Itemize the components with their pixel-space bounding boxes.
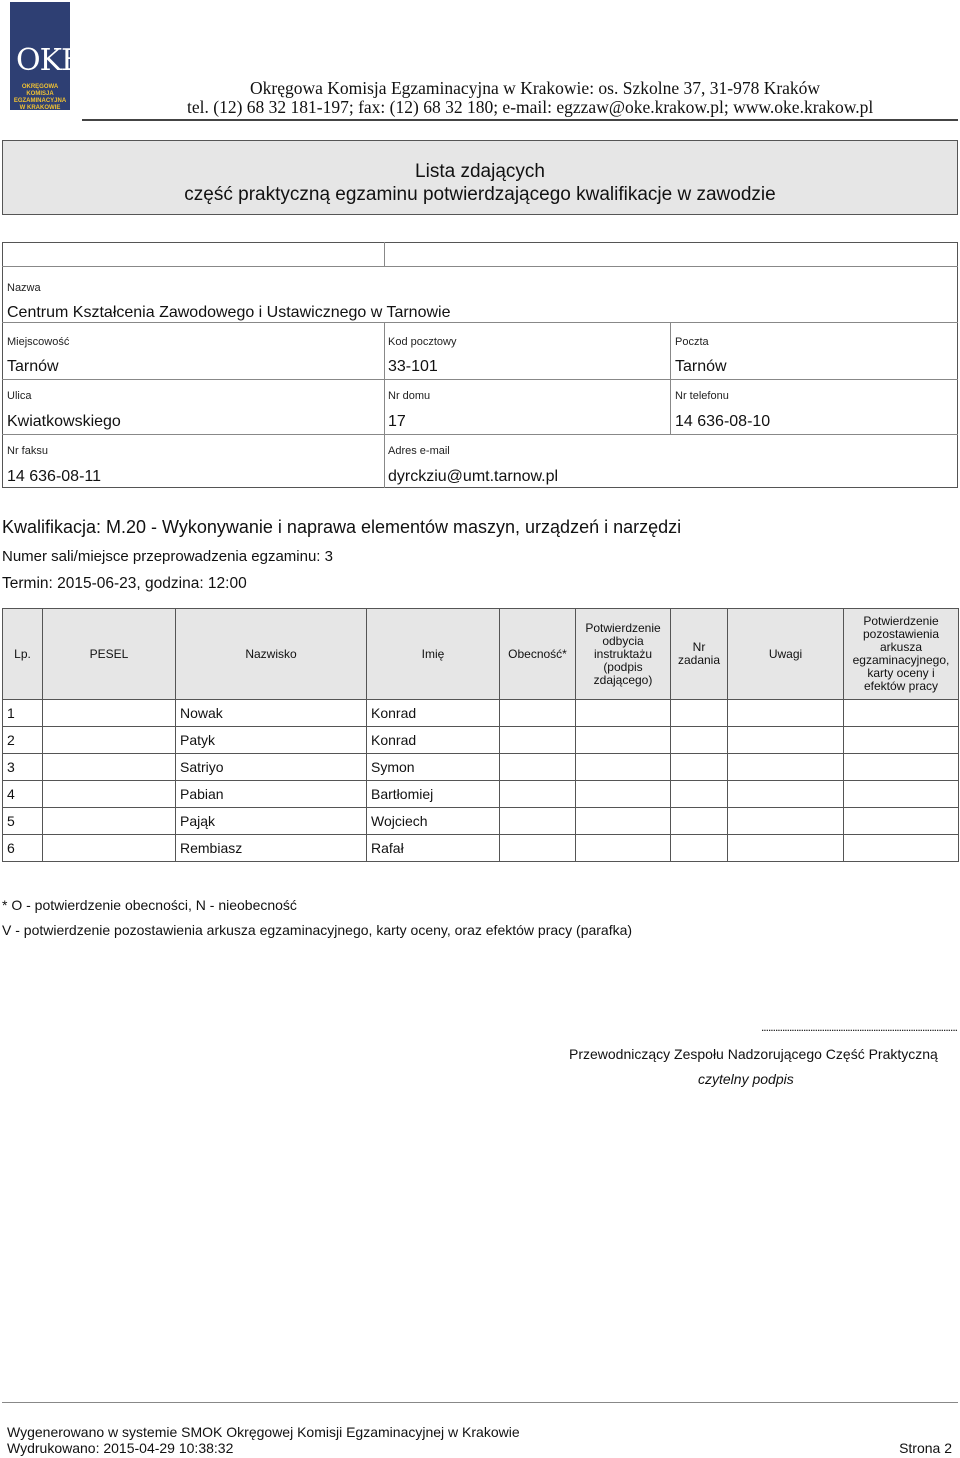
cell-lp: 4 [3,781,43,808]
cell-surname: Nowak [176,700,367,727]
header-address: Okręgowa Komisja Egzaminacyjna w Krakowie: os. Szkolne 37, 31-978 Kraków [250,78,821,98]
cell-remarks[interactable] [728,808,844,835]
cell-name: Rafał [367,835,500,862]
cell-remarks[interactable] [728,700,844,727]
city-label: Miejscowość [7,336,70,348]
cell-pesel [43,754,176,781]
email-value: dyrckziu@umt.tarnow.pl [388,468,559,485]
name-label: Nazwa [7,282,41,294]
col-task: Nr zadania [671,609,728,700]
info-divider [2,266,958,267]
center-info [2,242,958,488]
candidate-table [2,608,959,862]
cell-briefing[interactable] [576,808,671,835]
house-label: Nr domu [388,390,431,402]
house-value: 17 [388,413,406,430]
header-contact: tel. (12) 68 32 181-197; fax: (12) 68 32 180; e-mail: egzzaw@oke.krakow.pl; www.oke.krakow.pl [187,97,874,117]
cell-presence[interactable] [500,835,576,862]
cell-pesel [43,808,176,835]
presence-note: * O - potwierdzenie obecności, N - nieobecność [2,897,297,913]
cell-presence[interactable] [500,754,576,781]
logo-subtitle: OKRĘGOWA KOMISJA EGZAMINACYJNA W KRAKOWIE [13,84,67,111]
cell-pesel [43,781,176,808]
email-label: Adres e-mail [388,445,450,457]
cell-confirm[interactable] [844,835,959,862]
col-surname: Nazwisko [176,609,367,700]
cell-name: Symon [367,754,500,781]
cell-name: Konrad [367,700,500,727]
header-rule [82,119,958,121]
cell-presence[interactable] [500,727,576,754]
info-divider [2,379,958,380]
cell-surname: Patyk [176,727,367,754]
table-row [3,700,959,727]
col-confirm: Potwierdzenie pozostawienia arkusza egzaminacyjnego, karty oceny i efektów pracy [844,609,959,700]
cell-presence[interactable] [500,700,576,727]
cell-confirm[interactable] [844,808,959,835]
table-row [3,754,959,781]
cell-name: Wojciech [367,808,500,835]
cell-confirm[interactable] [844,754,959,781]
cell-briefing[interactable] [576,727,671,754]
footer-generated: Wygenerowano w systemie SMOK Okręgowej Komisji Egzaminacyjnej w Krakowie [7,1424,520,1440]
table-row [3,808,959,835]
street-value: Kwiatkowskiego [7,413,121,430]
cell-briefing[interactable] [576,781,671,808]
cell-name: Bartłomiej [367,781,500,808]
info-divider [2,434,958,435]
postcode-label: Kod pocztowy [388,336,457,348]
oke-logo [10,2,82,111]
cell-lp: 1 [3,700,43,727]
qualification: Kwalifikacja: M.20 - Wykonywanie i naprawa elementów maszyn, urządzeń i narzędzi [2,517,682,537]
cell-surname: Pabian [176,781,367,808]
cell-pesel [43,835,176,862]
fax-label: Nr faksu [7,445,48,457]
footer-printed: Wydrukowano: 2015-04-29 10:38:32 [7,1440,234,1456]
info-divider [384,322,385,488]
signature-hint: czytelny podpis [698,1071,794,1087]
cell-task[interactable] [671,781,728,808]
v-note: V - potwierdzenie pozostawienia arkusza egzaminacyjnego, karty oceny, oraz efektów pracy (parafka) [2,922,633,938]
table-row [3,835,959,862]
cell-presence[interactable] [500,781,576,808]
post-value: Tarnów [675,358,727,375]
info-divider [384,242,385,267]
document-title [2,140,958,215]
table-row [3,727,959,754]
fax-value: 14 636-08-11 [7,468,101,485]
cell-surname: Rembiasz [176,835,367,862]
cell-task[interactable] [671,754,728,781]
info-divider [2,322,958,323]
footer-page-number: Strona 2 [899,1440,952,1456]
cell-remarks[interactable] [728,727,844,754]
title-line1: Lista zdających [415,161,545,182]
col-pesel: PESEL [43,609,176,700]
postcode-value: 33-101 [388,358,438,375]
street-label: Ulica [7,390,32,402]
cell-pesel [43,727,176,754]
cell-remarks[interactable] [728,781,844,808]
logo-mark: OKE [16,43,82,78]
phone-value: 14 636-08-10 [675,413,771,430]
col-remarks: Uwagi [728,609,844,700]
col-briefing: Potwierdzenie odbycia instruktażu (podpis zdającego) [576,609,671,700]
cell-confirm[interactable] [844,781,959,808]
post-label: Poczta [675,336,709,348]
cell-confirm[interactable] [844,700,959,727]
signature-line: .................................................................................... [760,1020,957,1034]
room-info: Numer sali/miejsce przeprowadzenia egzaminu: 3 [2,548,333,565]
signature-role: Przewodniczący Zespołu Nadzorującego Część Praktyczną [569,1046,938,1062]
cell-task[interactable] [671,835,728,862]
cell-pesel [43,700,176,727]
info-divider [670,322,671,434]
footer-rule [2,1402,958,1403]
col-lp: Lp. [3,609,43,700]
col-name: Imię [367,609,500,700]
cell-lp: 6 [3,835,43,862]
cell-task[interactable] [671,700,728,727]
phone-label: Nr telefonu [675,390,729,402]
cell-presence[interactable] [500,808,576,835]
exam-term: Termin: 2015-06-23, godzina: 12:00 [2,575,247,592]
cell-lp: 5 [3,808,43,835]
title-line2: część praktyczną egzaminu potwierdzającego kwalifikacje w zawodzie [184,184,776,205]
table-header-row [3,609,959,700]
col-presence: Obecność* [500,609,576,700]
cell-confirm[interactable] [844,727,959,754]
center-name: Centrum Kształcenia Zawodowego i Ustawicznego w Tarnowie [7,304,451,321]
cell-remarks[interactable] [728,835,844,862]
cell-briefing[interactable] [576,835,671,862]
cell-lp: 2 [3,727,43,754]
cell-remarks[interactable] [728,754,844,781]
cell-surname: Satriyo [176,754,367,781]
city-value: Tarnów [7,358,59,375]
cell-briefing[interactable] [576,754,671,781]
cell-surname: Pająk [176,808,367,835]
cell-name: Konrad [367,727,500,754]
table-row [3,781,959,808]
cell-task[interactable] [671,808,728,835]
cell-briefing[interactable] [576,700,671,727]
cell-task[interactable] [671,727,728,754]
cell-lp: 3 [3,754,43,781]
